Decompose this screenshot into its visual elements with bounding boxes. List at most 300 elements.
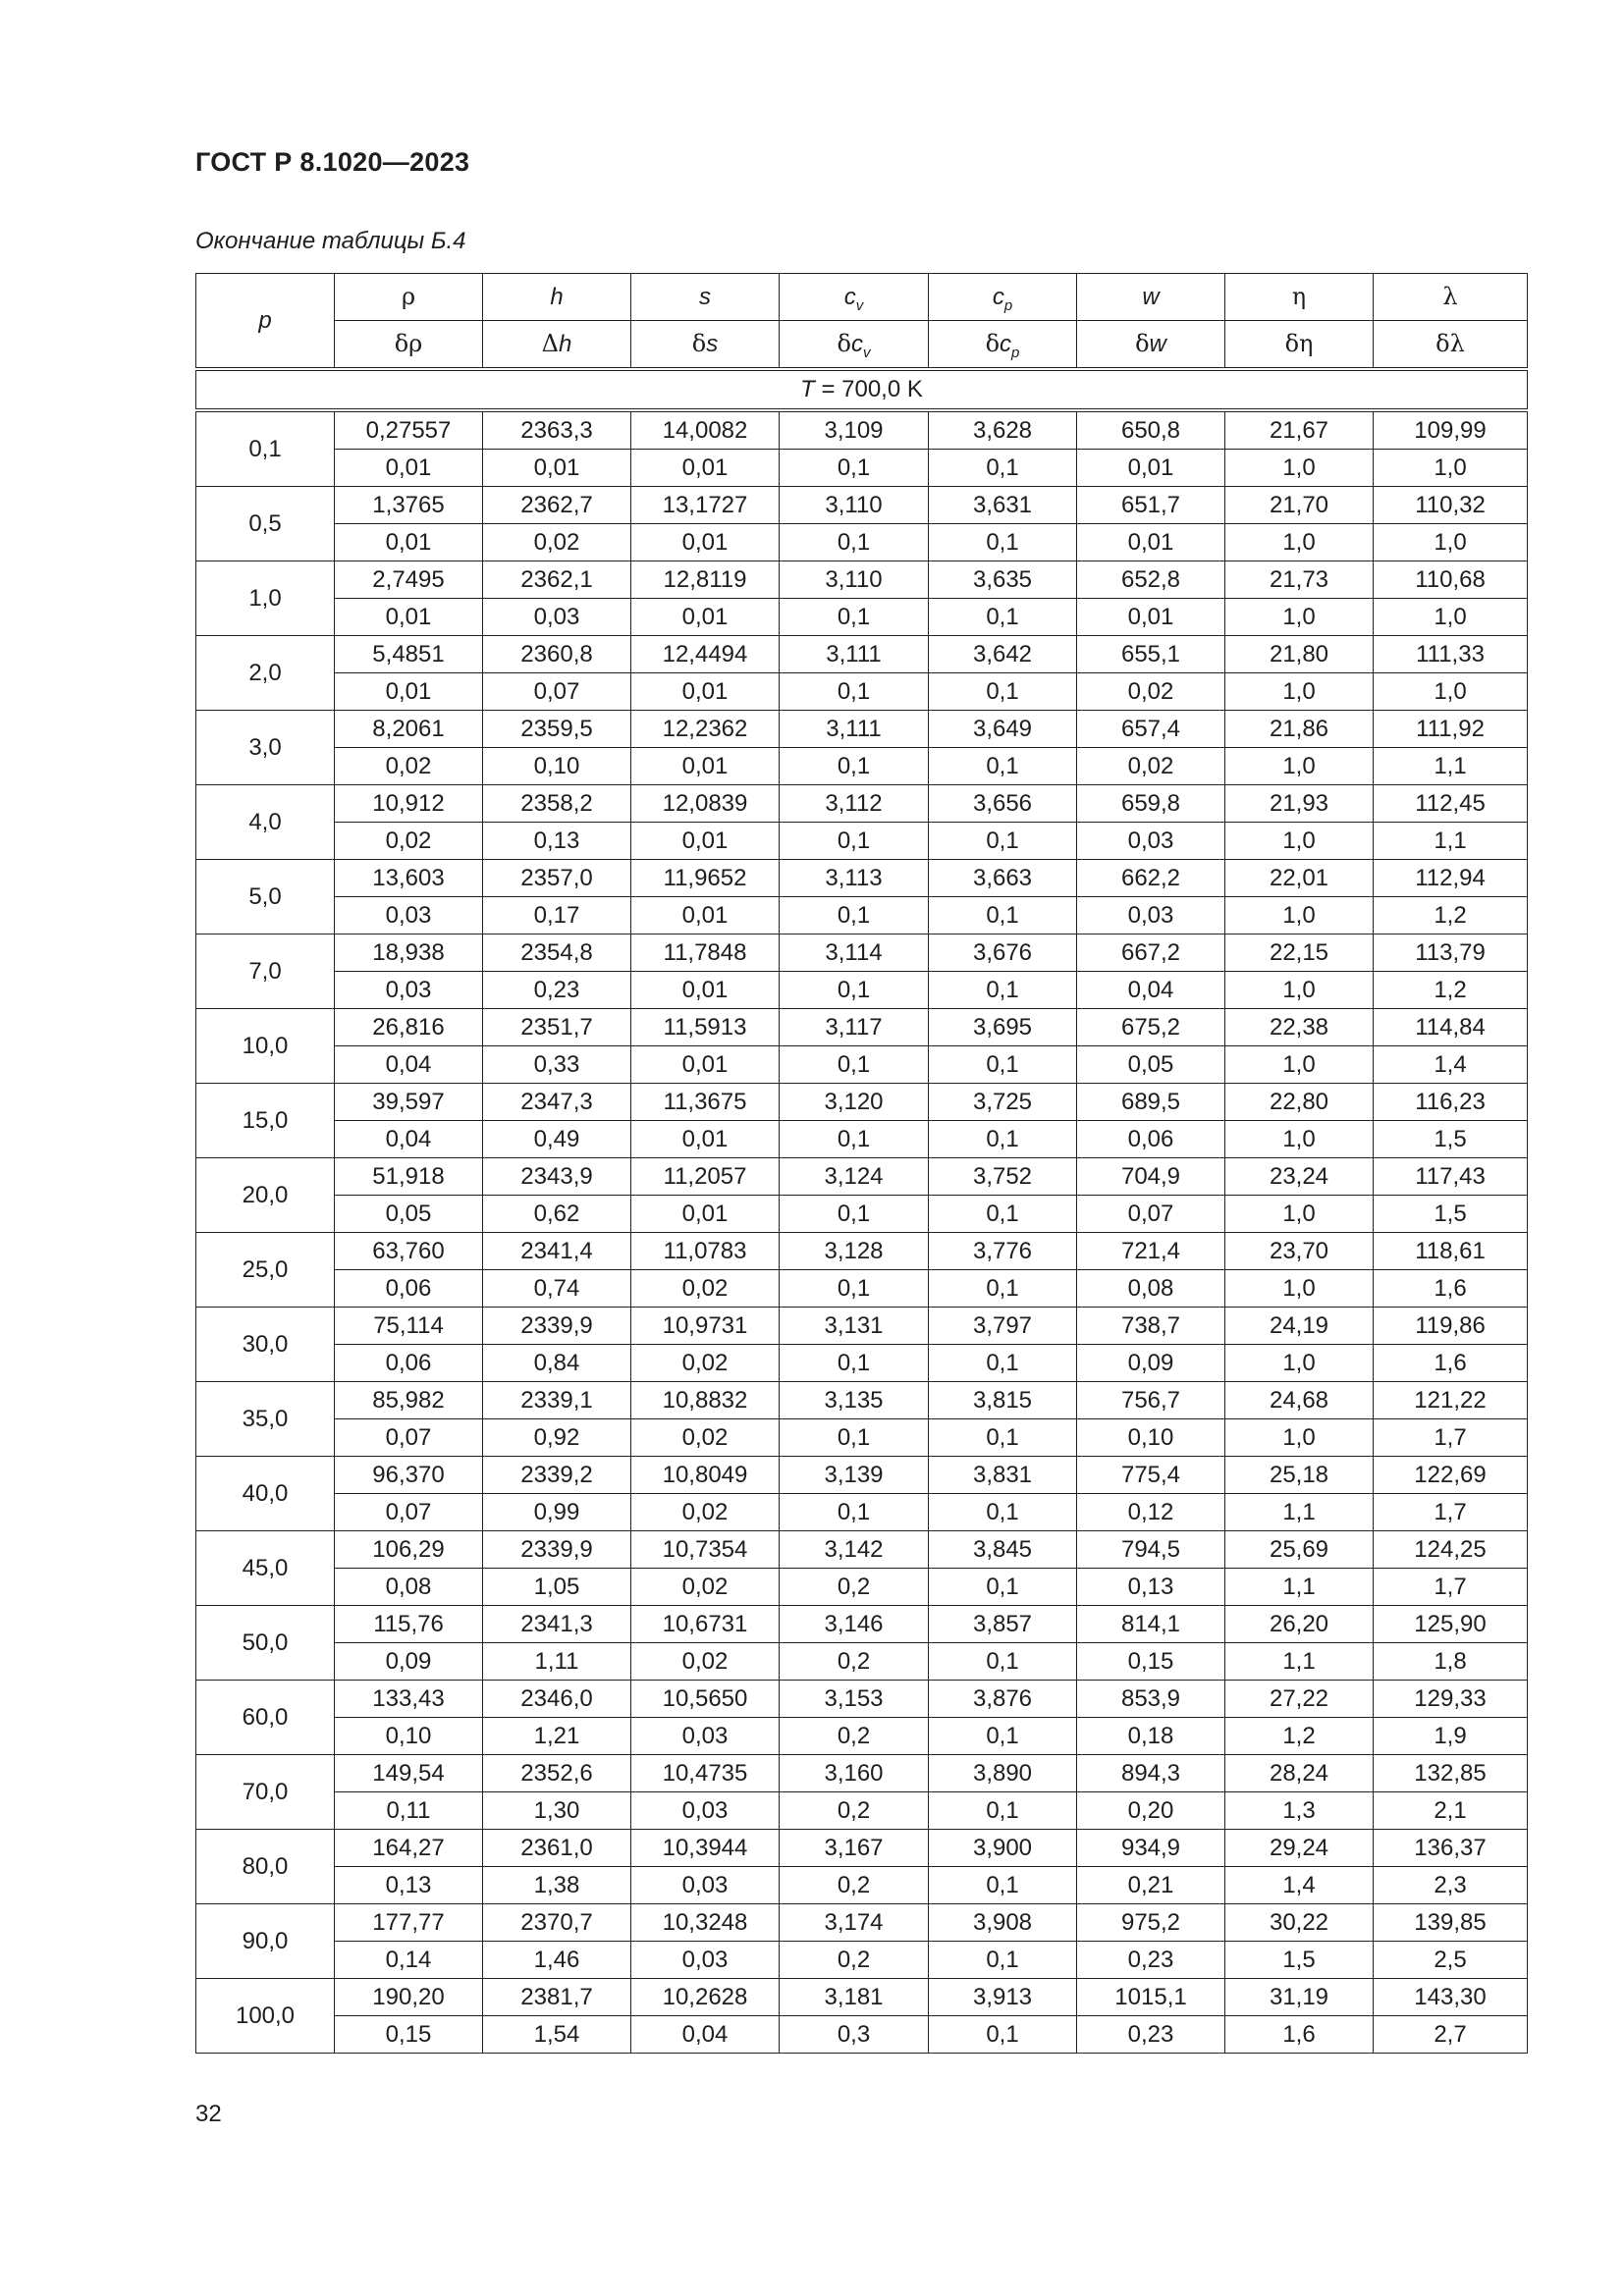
uncertainty-cell: 0,1 <box>929 599 1077 636</box>
value-cell: 756,7 <box>1077 1382 1225 1419</box>
uncertainty-cell: 0,3 <box>780 2016 929 2054</box>
uncertainty-cell: 0,21 <box>1077 1867 1225 1904</box>
uncertainty-cell: 0,74 <box>483 1270 631 1308</box>
value-cell: 2,7495 <box>335 561 483 599</box>
value-cell: 3,676 <box>929 934 1077 972</box>
value-cell: 3,631 <box>929 487 1077 524</box>
value-cell: 13,603 <box>335 860 483 897</box>
uncertainty-row <box>196 1569 1528 1606</box>
uncertainty-cell: 1,11 <box>483 1643 631 1681</box>
header-symbol: s <box>631 274 780 321</box>
uncertainty-cell: 0,01 <box>631 524 780 561</box>
table-row <box>196 1904 1528 1942</box>
value-cell: 675,2 <box>1077 1009 1225 1046</box>
value-cell: 18,938 <box>335 934 483 972</box>
uncertainty-cell: 0,03 <box>1077 897 1225 934</box>
uncertainty-row <box>196 1867 1528 1904</box>
uncertainty-cell: 1,0 <box>1225 823 1374 860</box>
uncertainty-cell: 0,10 <box>335 1718 483 1755</box>
value-cell: 3,160 <box>780 1755 929 1792</box>
uncertainty-cell: 0,01 <box>631 972 780 1009</box>
value-cell: 75,114 <box>335 1308 483 1345</box>
value-cell: 2343,9 <box>483 1158 631 1196</box>
value-cell: 3,642 <box>929 636 1077 673</box>
header-row-symbols <box>196 274 1528 321</box>
value-cell: 3,131 <box>780 1308 929 1345</box>
temperature-group-row <box>196 369 1528 410</box>
value-cell: 3,113 <box>780 860 929 897</box>
value-cell: 794,5 <box>1077 1531 1225 1569</box>
value-cell: 3,110 <box>780 487 929 524</box>
uncertainty-cell: 1,0 <box>1225 1270 1374 1308</box>
uncertainty-cell: 0,1 <box>929 1643 1077 1681</box>
value-cell: 721,4 <box>1077 1233 1225 1270</box>
value-cell: 11,2057 <box>631 1158 780 1196</box>
uncertainty-cell: 0,1 <box>780 673 929 711</box>
uncertainty-cell: 0,01 <box>631 450 780 487</box>
value-cell: 0,27557 <box>335 410 483 450</box>
uncertainty-cell: 0,07 <box>1077 1196 1225 1233</box>
value-cell: 738,7 <box>1077 1308 1225 1345</box>
uncertainty-cell: 1,1 <box>1225 1494 1374 1531</box>
uncertainty-cell: 0,23 <box>1077 2016 1225 2054</box>
value-cell: 22,01 <box>1225 860 1374 897</box>
value-cell: 114,84 <box>1374 1009 1528 1046</box>
table-caption: Окончание таблицы Б.4 <box>195 228 466 254</box>
uncertainty-cell: 0,02 <box>631 1569 780 1606</box>
uncertainty-cell: 0,08 <box>335 1569 483 1606</box>
uncertainty-cell: 0,1 <box>929 1419 1077 1457</box>
uncertainty-cell: 0,1 <box>929 1270 1077 1308</box>
uncertainty-row <box>196 897 1528 934</box>
value-cell: 190,20 <box>335 1979 483 2016</box>
uncertainty-cell: 1,0 <box>1225 1046 1374 1084</box>
uncertainty-row <box>196 1270 1528 1308</box>
uncertainty-row <box>196 1718 1528 1755</box>
uncertainty-cell: 0,1 <box>929 450 1077 487</box>
uncertainty-cell: 1,30 <box>483 1792 631 1830</box>
uncertainty-cell: 0,2 <box>780 1569 929 1606</box>
value-cell: 3,167 <box>780 1830 929 1867</box>
uncertainty-cell: 0,2 <box>780 1792 929 1830</box>
table-row <box>196 1158 1528 1196</box>
value-cell: 3,117 <box>780 1009 929 1046</box>
table-row <box>196 1457 1528 1494</box>
value-cell: 3,112 <box>780 785 929 823</box>
value-cell: 115,76 <box>335 1606 483 1643</box>
uncertainty-cell: 0,01 <box>631 599 780 636</box>
uncertainty-cell: 0,02 <box>631 1345 780 1382</box>
uncertainty-cell: 0,04 <box>631 2016 780 2054</box>
uncertainty-cell: 0,15 <box>1077 1643 1225 1681</box>
uncertainty-cell: 0,01 <box>335 524 483 561</box>
uncertainty-cell: 0,06 <box>335 1270 483 1308</box>
uncertainty-cell: 0,62 <box>483 1196 631 1233</box>
header-symbol: η <box>1225 274 1374 321</box>
value-cell: 23,70 <box>1225 1233 1374 1270</box>
uncertainty-row <box>196 2016 1528 2054</box>
value-cell: 119,86 <box>1374 1308 1528 1345</box>
uncertainty-cell: 0,01 <box>631 1196 780 1233</box>
uncertainty-row <box>196 1196 1528 1233</box>
value-cell: 2346,0 <box>483 1681 631 1718</box>
uncertainty-cell: 0,23 <box>483 972 631 1009</box>
uncertainty-cell: 0,92 <box>483 1419 631 1457</box>
table-row <box>196 1382 1528 1419</box>
value-cell: 96,370 <box>335 1457 483 1494</box>
value-cell: 853,9 <box>1077 1681 1225 1718</box>
value-cell: 3,111 <box>780 636 929 673</box>
uncertainty-cell: 0,04 <box>335 1046 483 1084</box>
pressure-cell: 5,0 <box>196 860 335 934</box>
uncertainty-row <box>196 823 1528 860</box>
uncertainty-cell: 1,2 <box>1225 1718 1374 1755</box>
value-cell: 10,6731 <box>631 1606 780 1643</box>
uncertainty-cell: 0,01 <box>631 748 780 785</box>
uncertainty-cell: 0,1 <box>780 1270 929 1308</box>
uncertainty-cell: 1,0 <box>1225 450 1374 487</box>
uncertainty-cell: 1,0 <box>1225 1196 1374 1233</box>
uncertainty-cell: 0,1 <box>929 1942 1077 1979</box>
uncertainty-cell: 0,1 <box>780 897 929 934</box>
uncertainty-cell: 0,20 <box>1077 1792 1225 1830</box>
uncertainty-cell: 0,05 <box>1077 1046 1225 1084</box>
value-cell: 2339,9 <box>483 1531 631 1569</box>
value-cell: 3,649 <box>929 711 1077 748</box>
value-cell: 3,142 <box>780 1531 929 1569</box>
uncertainty-cell: 1,7 <box>1374 1569 1528 1606</box>
uncertainty-cell: 0,2 <box>780 1942 929 1979</box>
temperature-label: T = 700,0 K <box>196 369 1528 410</box>
uncertainty-cell: 0,01 <box>335 450 483 487</box>
value-cell: 657,4 <box>1077 711 1225 748</box>
value-cell: 24,68 <box>1225 1382 1374 1419</box>
value-cell: 689,5 <box>1077 1084 1225 1121</box>
uncertainty-cell: 0,33 <box>483 1046 631 1084</box>
uncertainty-cell: 0,06 <box>335 1345 483 1382</box>
uncertainty-cell: 1,0 <box>1225 673 1374 711</box>
value-cell: 12,2362 <box>631 711 780 748</box>
value-cell: 10,8049 <box>631 1457 780 1494</box>
value-cell: 14,0082 <box>631 410 780 450</box>
value-cell: 3,890 <box>929 1755 1077 1792</box>
table-row <box>196 711 1528 748</box>
uncertainty-cell: 1,1 <box>1225 1643 1374 1681</box>
value-cell: 3,153 <box>780 1681 929 1718</box>
value-cell: 11,0783 <box>631 1233 780 1270</box>
header-row-uncertainties <box>196 321 1528 370</box>
value-cell: 3,128 <box>780 1233 929 1270</box>
uncertainty-cell: 1,5 <box>1374 1121 1528 1158</box>
uncertainty-cell: 0,12 <box>1077 1494 1225 1531</box>
value-cell: 23,24 <box>1225 1158 1374 1196</box>
pressure-cell: 3,0 <box>196 711 335 785</box>
uncertainty-cell: 0,06 <box>1077 1121 1225 1158</box>
uncertainty-cell: 0,01 <box>335 599 483 636</box>
value-cell: 2354,8 <box>483 934 631 972</box>
uncertainty-cell: 0,1 <box>780 1494 929 1531</box>
value-cell: 10,3944 <box>631 1830 780 1867</box>
value-cell: 29,24 <box>1225 1830 1374 1867</box>
value-cell: 112,94 <box>1374 860 1528 897</box>
value-cell: 26,20 <box>1225 1606 1374 1643</box>
header-uncertainty-symbol: δρ <box>335 321 483 370</box>
uncertainty-row <box>196 1494 1528 1531</box>
table-row <box>196 487 1528 524</box>
value-cell: 111,33 <box>1374 636 1528 673</box>
value-cell: 10,7354 <box>631 1531 780 1569</box>
uncertainty-cell: 0,1 <box>780 1345 929 1382</box>
uncertainty-cell: 0,15 <box>335 2016 483 2054</box>
header-symbol: λ <box>1374 274 1528 321</box>
uncertainty-cell: 0,13 <box>483 823 631 860</box>
uncertainty-row <box>196 524 1528 561</box>
value-cell: 21,73 <box>1225 561 1374 599</box>
uncertainty-cell: 0,13 <box>1077 1569 1225 1606</box>
value-cell: 3,120 <box>780 1084 929 1121</box>
uncertainty-cell: 0,01 <box>631 1121 780 1158</box>
uncertainty-cell: 1,0 <box>1225 1345 1374 1382</box>
uncertainty-cell: 0,02 <box>335 823 483 860</box>
value-cell: 2351,7 <box>483 1009 631 1046</box>
table-row <box>196 410 1528 450</box>
value-cell: 21,93 <box>1225 785 1374 823</box>
value-cell: 10,5650 <box>631 1681 780 1718</box>
value-cell: 2360,8 <box>483 636 631 673</box>
uncertainty-row <box>196 1942 1528 1979</box>
value-cell: 814,1 <box>1077 1606 1225 1643</box>
uncertainty-cell: 0,1 <box>929 1345 1077 1382</box>
uncertainty-cell: 1,2 <box>1374 897 1528 934</box>
value-cell: 21,70 <box>1225 487 1374 524</box>
value-cell: 12,8119 <box>631 561 780 599</box>
uncertainty-cell: 1,21 <box>483 1718 631 1755</box>
uncertainty-cell: 0,03 <box>483 599 631 636</box>
value-cell: 10,2628 <box>631 1979 780 2016</box>
uncertainty-cell: 0,01 <box>631 897 780 934</box>
value-cell: 2339,2 <box>483 1457 631 1494</box>
value-cell: 125,90 <box>1374 1606 1528 1643</box>
uncertainty-row <box>196 748 1528 785</box>
value-cell: 110,32 <box>1374 487 1528 524</box>
value-cell: 143,30 <box>1374 1979 1528 2016</box>
uncertainty-cell: 0,1 <box>780 450 929 487</box>
value-cell: 111,92 <box>1374 711 1528 748</box>
value-cell: 3,908 <box>929 1904 1077 1942</box>
value-cell: 3,725 <box>929 1084 1077 1121</box>
uncertainty-cell: 0,03 <box>631 1867 780 1904</box>
value-cell: 2339,1 <box>483 1382 631 1419</box>
uncertainty-cell: 0,08 <box>1077 1270 1225 1308</box>
pressure-cell: 45,0 <box>196 1531 335 1606</box>
uncertainty-cell: 0,1 <box>929 673 1077 711</box>
uncertainty-cell: 0,11 <box>335 1792 483 1830</box>
value-cell: 2357,0 <box>483 860 631 897</box>
value-cell: 149,54 <box>335 1755 483 1792</box>
uncertainty-cell: 1,0 <box>1225 599 1374 636</box>
uncertainty-cell: 0,02 <box>631 1419 780 1457</box>
uncertainty-cell: 0,1 <box>780 748 929 785</box>
pressure-cell: 20,0 <box>196 1158 335 1233</box>
value-cell: 85,982 <box>335 1382 483 1419</box>
uncertainty-cell: 1,0 <box>1225 748 1374 785</box>
value-cell: 11,5913 <box>631 1009 780 1046</box>
uncertainty-cell: 0,07 <box>335 1494 483 1531</box>
value-cell: 10,3248 <box>631 1904 780 1942</box>
value-cell: 3,695 <box>929 1009 1077 1046</box>
uncertainty-cell: 0,49 <box>483 1121 631 1158</box>
value-cell: 3,135 <box>780 1382 929 1419</box>
uncertainty-cell: 0,01 <box>1077 599 1225 636</box>
table-row <box>196 860 1528 897</box>
uncertainty-cell: 0,01 <box>1077 524 1225 561</box>
value-cell: 116,23 <box>1374 1084 1528 1121</box>
value-cell: 1015,1 <box>1077 1979 1225 2016</box>
uncertainty-cell: 1,4 <box>1374 1046 1528 1084</box>
value-cell: 650,8 <box>1077 410 1225 450</box>
uncertainty-cell: 0,1 <box>929 1792 1077 1830</box>
uncertainty-cell: 1,5 <box>1225 1942 1374 1979</box>
uncertainty-cell: 0,09 <box>335 1643 483 1681</box>
value-cell: 106,29 <box>335 1531 483 1569</box>
pressure-cell: 25,0 <box>196 1233 335 1308</box>
value-cell: 3,124 <box>780 1158 929 1196</box>
table-row <box>196 1233 1528 1270</box>
value-cell: 124,25 <box>1374 1531 1528 1569</box>
uncertainty-cell: 0,1 <box>929 897 1077 934</box>
value-cell: 3,913 <box>929 1979 1077 2016</box>
pressure-cell: 7,0 <box>196 934 335 1009</box>
uncertainty-cell: 0,1 <box>780 1419 929 1457</box>
value-cell: 12,4494 <box>631 636 780 673</box>
uncertainty-cell: 0,02 <box>1077 673 1225 711</box>
pressure-cell: 60,0 <box>196 1681 335 1755</box>
value-cell: 2381,7 <box>483 1979 631 2016</box>
uncertainty-cell: 0,2 <box>780 1867 929 1904</box>
header-symbol: $c_v$ <box>780 274 929 321</box>
uncertainty-cell: 0,10 <box>483 748 631 785</box>
value-cell: 21,80 <box>1225 636 1374 673</box>
value-cell: 21,67 <box>1225 410 1374 450</box>
uncertainty-row <box>196 599 1528 636</box>
uncertainty-cell: 0,1 <box>929 748 1077 785</box>
table-row <box>196 1084 1528 1121</box>
value-cell: 10,8832 <box>631 1382 780 1419</box>
uncertainty-cell: 1,54 <box>483 2016 631 2054</box>
header-uncertainty-symbol: Δh <box>483 321 631 370</box>
header-uncertainty-symbol: δs <box>631 321 780 370</box>
value-cell: 651,7 <box>1077 487 1225 524</box>
value-cell: 25,18 <box>1225 1457 1374 1494</box>
uncertainty-cell: 1,1 <box>1374 823 1528 860</box>
uncertainty-cell: 0,1 <box>929 1494 1077 1531</box>
uncertainty-cell: 2,5 <box>1374 1942 1528 1979</box>
value-cell: 39,597 <box>335 1084 483 1121</box>
value-cell: 139,85 <box>1374 1904 1528 1942</box>
uncertainty-cell: 0,1 <box>780 1046 929 1084</box>
uncertainty-cell: 0,1 <box>929 972 1077 1009</box>
value-cell: 3,109 <box>780 410 929 450</box>
uncertainty-cell: 1,0 <box>1374 673 1528 711</box>
header-uncertainty-symbol: $\delta c_v$ <box>780 321 929 370</box>
uncertainty-cell: 0,1 <box>780 1121 929 1158</box>
uncertainty-cell: 2,7 <box>1374 2016 1528 2054</box>
uncertainty-cell: 0,18 <box>1077 1718 1225 1755</box>
value-cell: 2347,3 <box>483 1084 631 1121</box>
uncertainty-cell: 0,2 <box>780 1643 929 1681</box>
table-row <box>196 1755 1528 1792</box>
pressure-cell: 90,0 <box>196 1904 335 1979</box>
uncertainty-cell: 2,1 <box>1374 1792 1528 1830</box>
uncertainty-cell: 0,02 <box>631 1494 780 1531</box>
uncertainty-cell: 1,8 <box>1374 1643 1528 1681</box>
uncertainty-cell: 0,04 <box>335 1121 483 1158</box>
uncertainty-row <box>196 972 1528 1009</box>
value-cell: 2370,7 <box>483 1904 631 1942</box>
uncertainty-cell: 1,7 <box>1374 1419 1528 1457</box>
uncertainty-cell: 0,09 <box>1077 1345 1225 1382</box>
pressure-cell: 100,0 <box>196 1979 335 2054</box>
pressure-cell: 4,0 <box>196 785 335 860</box>
uncertainty-cell: 0,03 <box>631 1942 780 1979</box>
uncertainty-row <box>196 1643 1528 1681</box>
pressure-cell: 0,5 <box>196 487 335 561</box>
uncertainty-cell: 1,0 <box>1225 897 1374 934</box>
uncertainty-cell: 1,2 <box>1374 972 1528 1009</box>
uncertainty-row <box>196 1419 1528 1457</box>
uncertainty-row <box>196 1345 1528 1382</box>
value-cell: 129,33 <box>1374 1681 1528 1718</box>
value-cell: 10,912 <box>335 785 483 823</box>
value-cell: 3,663 <box>929 860 1077 897</box>
pressure-cell: 50,0 <box>196 1606 335 1681</box>
uncertainty-cell: 0,14 <box>335 1942 483 1979</box>
value-cell: 2341,4 <box>483 1233 631 1270</box>
uncertainty-cell: 0,1 <box>780 972 929 1009</box>
value-cell: 3,876 <box>929 1681 1077 1718</box>
uncertainty-cell: 0,04 <box>1077 972 1225 1009</box>
value-cell: 118,61 <box>1374 1233 1528 1270</box>
uncertainty-cell: 0,1 <box>780 524 929 561</box>
value-cell: 2339,9 <box>483 1308 631 1345</box>
uncertainty-cell: 2,3 <box>1374 1867 1528 1904</box>
pressure-cell: 30,0 <box>196 1308 335 1382</box>
value-cell: 10,9731 <box>631 1308 780 1345</box>
table-body <box>196 369 1528 2054</box>
uncertainty-cell: 0,1 <box>929 1718 1077 1755</box>
value-cell: 934,9 <box>1077 1830 1225 1867</box>
data-table <box>195 273 1528 2054</box>
uncertainty-cell: 1,0 <box>1225 524 1374 561</box>
value-cell: 3,146 <box>780 1606 929 1643</box>
pressure-cell: 70,0 <box>196 1755 335 1830</box>
uncertainty-cell: 0,01 <box>631 1046 780 1084</box>
value-cell: 3,656 <box>929 785 1077 823</box>
uncertainty-row <box>196 1792 1528 1830</box>
value-cell: 704,9 <box>1077 1158 1225 1196</box>
table-row <box>196 636 1528 673</box>
uncertainty-cell: 0,1 <box>929 1121 1077 1158</box>
value-cell: 775,4 <box>1077 1457 1225 1494</box>
value-cell: 2341,3 <box>483 1606 631 1643</box>
value-cell: 22,38 <box>1225 1009 1374 1046</box>
value-cell: 132,85 <box>1374 1755 1528 1792</box>
uncertainty-cell: 0,02 <box>483 524 631 561</box>
table-row <box>196 785 1528 823</box>
uncertainty-cell: 0,1 <box>929 524 1077 561</box>
uncertainty-cell: 0,07 <box>335 1419 483 1457</box>
pressure-cell: 1,0 <box>196 561 335 636</box>
